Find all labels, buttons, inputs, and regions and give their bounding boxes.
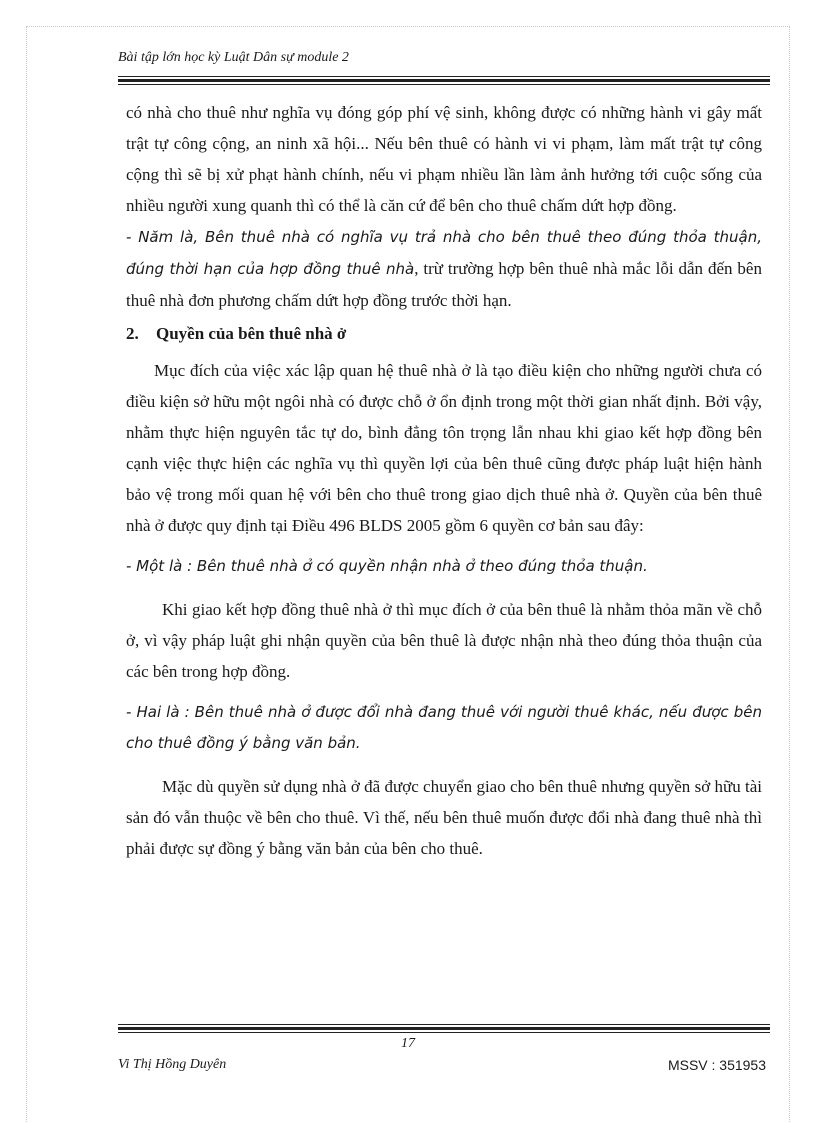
paragraph-purpose: Mục đích của việc xác lập quan hệ thuê nhà ở là tạo điều kiện cho những người chưa có điều kiện sở hữu một ngôi nhà có được chỗ ở ổn định trong một thời gian nhất định. Bởi vậy, nhằm thực hiện nguyên tắc tự do, bình đẳng tôn trọng lẫn nhau khi giao kết hợp đồng bên cạnh việc thực hiện các nghĩa vụ thì quyền lợi của bên thuê cũng được pháp luật hiện hành bảo vệ trong mối quan hệ với bên cho thuê trong giao dịch thuê nhà ở. Quyền của bên thuê nhà ở được quy định tại Điều 496 BLDS 2005 gồm 6 quyền cơ bản sau đây: <box>126 361 762 535</box>
page-content <box>126 97 762 864</box>
section-number: 2. <box>126 324 139 343</box>
fifth-obligation-italic: - Năm là, Bên thuê nhà có nghĩa vụ trả nhà cho bên thuê theo đúng thỏa thuận, đúng thời hạn của hợp đồng thuê nhà <box>126 228 762 278</box>
footer-rule <box>118 1024 770 1035</box>
footer-student-id: MSSV : 351953 <box>667 1057 766 1073</box>
paragraph-right-one: - Một là : Bên thuê nhà ở có quyền nhận nhà ở theo đúng thỏa thuận. <box>126 557 648 575</box>
page-number: 17 <box>401 1036 415 1051</box>
paragraph-right-two: - Hai là : Bên thuê nhà ở được đổi nhà đang thuê với người thuê khác, nếu được bên cho thuê đồng ý bằng văn bản. <box>126 703 762 752</box>
paragraph-fifth-obligation <box>126 221 762 316</box>
fifth-obligation-rest: , trừ trường hợp bên thuê nhà mắc lỗi dẫn đến bên thuê nhà đơn phương chấm dứt hợp đồng trước thời hạn. <box>126 259 762 310</box>
header-rule <box>118 76 770 87</box>
section-heading <box>126 318 762 349</box>
footer-author: Vi Thị Hồng Duyên <box>118 1057 227 1072</box>
section-title: Quyền của bên thuê nhà ở <box>156 324 347 343</box>
paragraph-right-two-explain: Mặc dù quyền sử dụng nhà ở đã được chuyển giao cho bên thuê nhưng quyền sở hữu tài sản đó vẫn thuộc về bên cho thuê. Vì thế, nếu bên thuê muốn được đổi nhà đang thuê nhà thì phải được sự đồng ý bằng văn bản của bên cho thuê. <box>126 777 762 858</box>
paragraph-right-one-explain: Khi giao kết hợp đồng thuê nhà ở thì mục đích ở của bên thuê là nhằm thỏa mãn về chỗ ở, vì vậy pháp luật ghi nhận quyền của bên thuê là được nhận nhà theo đúng thỏa thuận của các bên trong hợp đồng. <box>126 600 762 681</box>
paragraph-obligations-cont: có nhà cho thuê như nghĩa vụ đóng góp phí vệ sinh, không được có những hành vi gây mất trật tự công cộng, an ninh xã hội... Nếu bên thuê có hành vi vi phạm, làm mất trật tự công cộng thì sẽ bị xử phạt hành chính, nếu vi phạm nhiều lần làm ảnh hưởng tới cuộc sống của nhiều người xung quanh thì có thể là căn cứ để bên cho thuê chấm dứt hợp đồng. <box>126 103 762 215</box>
header-title: Bài tập lớn học kỳ Luật Dân sự module 2 <box>118 50 349 65</box>
